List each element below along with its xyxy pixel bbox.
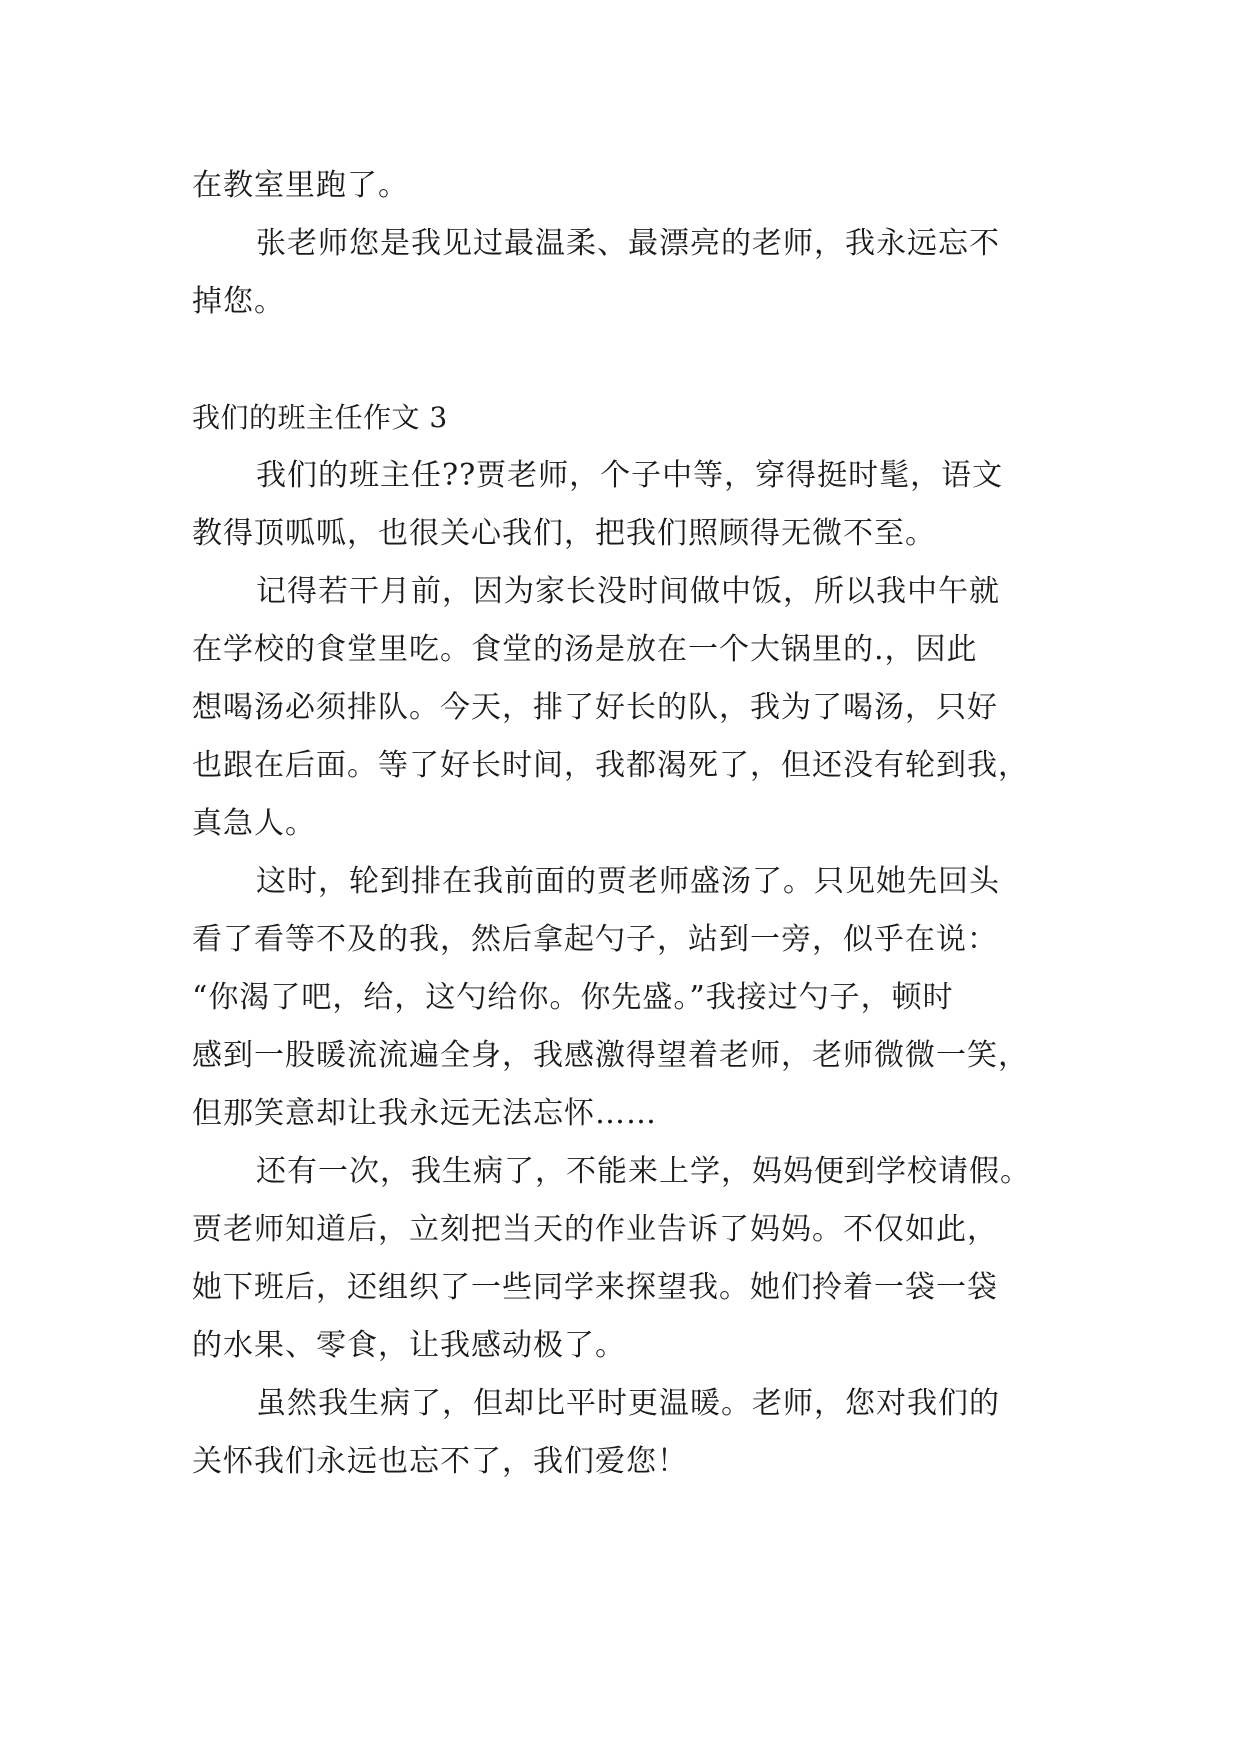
text-line: 感到一股暖流流遍全身，我感激得望着老师，老师微微一笑， bbox=[192, 1038, 1029, 1073]
text-line: 记得若干月前，因为家长没时间做中饭，所以我中午就 bbox=[256, 574, 1000, 609]
text-line: 贾老师知道后，立刻把当天的作业告诉了妈妈。不仅如此， bbox=[192, 1212, 998, 1247]
text-line: 虽然我生病了，但却比平时更温暖。老师，您对我们的 bbox=[256, 1386, 1000, 1421]
text-line: 这时，轮到排在我前面的贾老师盛汤了。只见她先回头 bbox=[256, 864, 1000, 899]
text-line: 也跟在后面。等了好长时间，我都渴死了，但还没有轮到我， bbox=[192, 748, 1029, 783]
text-line: 我们的班主任??贾老师，个子中等，穿得挺时髦，语文 bbox=[256, 458, 1004, 493]
text-line: 在学校的食堂里吃。食堂的汤是放在一个大锅里的.，因此 bbox=[192, 632, 978, 667]
text-line: 还有一次，我生病了，不能来上学，妈妈便到学校请假。 bbox=[256, 1154, 1031, 1189]
text-line: 想喝汤必须排队。今天，排了好长的队，我为了喝汤，只好 bbox=[192, 690, 998, 725]
text-line: 但那笑意却让我永远无法忘怀…… bbox=[192, 1096, 657, 1131]
text-line: 真急人。 bbox=[192, 806, 316, 841]
text-line: “你渴了吧，给，这勺给你。你先盛。”我接过勺子，顿时 bbox=[192, 980, 954, 1015]
text-line: 的水果、零食，让我感动极了。 bbox=[192, 1328, 626, 1363]
text-line: 关怀我们永远也忘不了，我们爱您！ bbox=[192, 1444, 688, 1479]
text-line: 看了看等不及的我，然后拿起勺子，站到一旁，似乎在说： bbox=[192, 922, 998, 957]
text-line: 教得顶呱呱，也很关心我们，把我们照顾得无微不至。 bbox=[192, 516, 936, 551]
text-line: 掉您。 bbox=[192, 284, 285, 319]
text-line: 她下班后，还组织了一些同学来探望我。她们拎着一袋一袋 bbox=[192, 1270, 998, 1305]
text-line: 张老师您是我见过最温柔、最漂亮的老师，我永远忘不 bbox=[256, 226, 1000, 261]
section-title: 我们的班主任作文 3 bbox=[192, 401, 448, 434]
text-line: 在教室里跑了。 bbox=[192, 168, 409, 203]
